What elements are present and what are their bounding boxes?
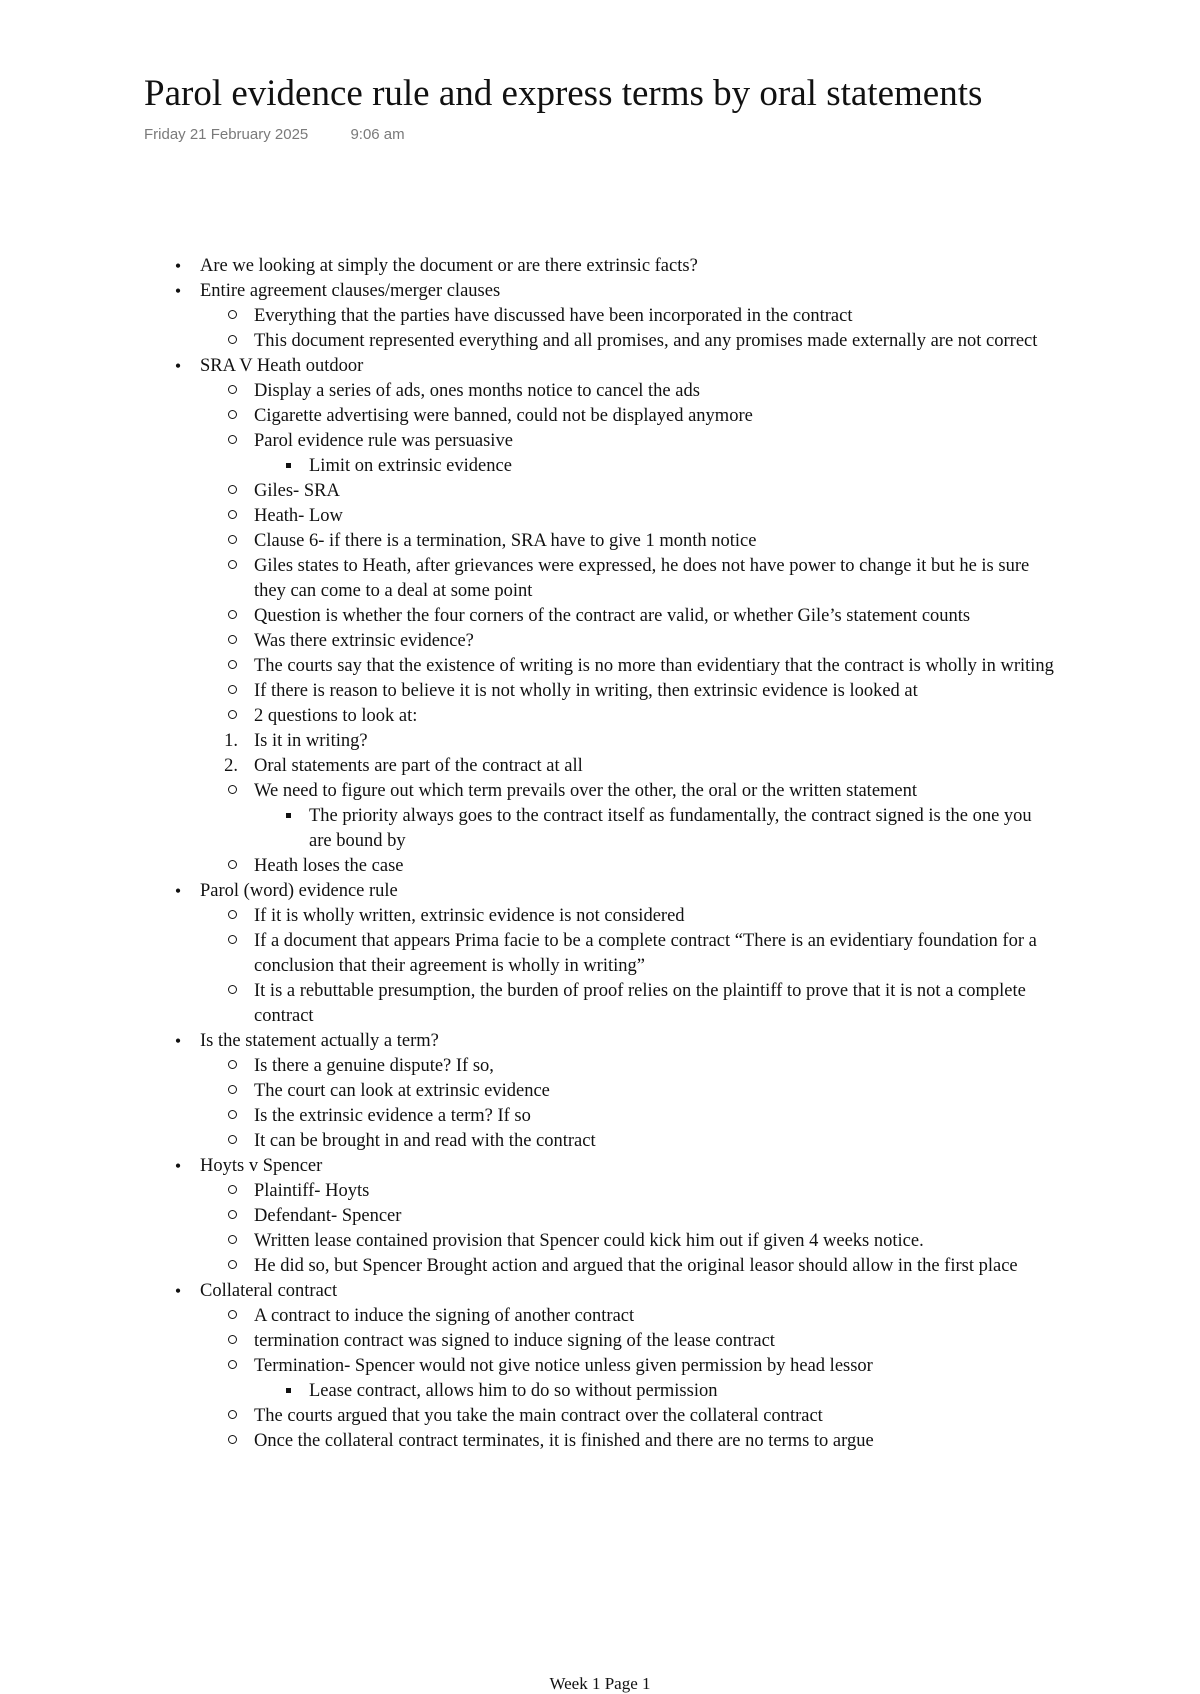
- list-item-text: This document represented everything and all promises, and any promises made externally are not correct: [254, 331, 1038, 351]
- disc-bullet-icon: [168, 1029, 188, 1055]
- list-item: [0, 729, 1200, 754]
- list-item-text: Is the extrinsic evidence a term? If so: [254, 1106, 531, 1126]
- circle-bullet-icon: [222, 1129, 242, 1154]
- page-title: Parol evidence rule and express terms by oral statements: [144, 73, 983, 114]
- list-item-text: Plaintiff- Hoyts: [254, 1181, 370, 1201]
- circle-bullet-icon: [222, 1304, 242, 1329]
- list-item-text: Once the collateral contract terminates, it is finished and there are no terms to argue: [254, 1431, 874, 1451]
- list-item-text: It is a rebuttable presumption, the burden of proof relies on the plaintiff to prove that it is not a complete contract: [254, 981, 1026, 1026]
- list-item-text: He did so, but Spencer Brought action and argued that the original leasor should allow in the first place: [254, 1256, 1018, 1276]
- circle-bullet-icon: [222, 904, 242, 929]
- list-item-text: Collateral contract: [200, 1281, 338, 1301]
- list-item-text: Defendant- Spencer: [254, 1206, 402, 1226]
- list-item: [0, 929, 1200, 979]
- list-item-text: The priority always goes to the contract itself as fundamentally, the contract signed is the one you are bound by: [309, 806, 1032, 851]
- list-item: [0, 1079, 1200, 1104]
- list-item: [0, 1154, 1200, 1179]
- list-item: [0, 604, 1200, 629]
- list-item-text: Entire agreement clauses/merger clauses: [200, 281, 501, 301]
- list-item-text: The courts argued that you take the main contract over the collateral contract: [254, 1406, 823, 1426]
- disc-bullet-icon: [168, 254, 188, 280]
- list-item: [0, 1229, 1200, 1254]
- circle-bullet-icon: [222, 779, 242, 804]
- list-item: [0, 979, 1200, 1029]
- notes-body: [0, 254, 1200, 1454]
- circle-bullet-icon: [222, 1054, 242, 1079]
- list-item: [0, 554, 1200, 604]
- list-item: [0, 329, 1200, 354]
- list-item-text: Is the statement actually a term?: [200, 1031, 439, 1051]
- page-date: Friday 21 February 2025: [144, 126, 309, 143]
- list-item: [0, 1254, 1200, 1279]
- list-item: [0, 479, 1200, 504]
- list-item: [0, 279, 1200, 304]
- circle-bullet-icon: [222, 504, 242, 529]
- circle-bullet-icon: [222, 404, 242, 429]
- circle-bullet-icon: [222, 654, 242, 679]
- list-item: [0, 1204, 1200, 1229]
- list-item: [0, 1179, 1200, 1204]
- list-item-text: Heath- Low: [254, 506, 343, 526]
- list-item-text: SRA V Heath outdoor: [200, 356, 364, 376]
- list-item-text: Parol (word) evidence rule: [200, 881, 398, 901]
- circle-bullet-icon: [222, 1354, 242, 1379]
- list-item-text: Giles- SRA: [254, 481, 340, 501]
- list-item: [0, 454, 1200, 479]
- list-item: [0, 1104, 1200, 1129]
- list-item: [0, 254, 1200, 279]
- list-item-text: Giles states to Heath, after grievances were expressed, he does not have power to change it but he is sure they can come to a deal at some point: [254, 556, 1030, 601]
- list-item: [0, 879, 1200, 904]
- list-item: [0, 779, 1200, 804]
- list-item-text: The court can look at extrinsic evidence: [254, 1081, 550, 1101]
- list-item: [0, 379, 1200, 404]
- page-footer: Week 1 Page 1: [549, 1674, 651, 1693]
- list-item: [0, 654, 1200, 679]
- list-item-text: Clause 6- if there is a termination, SRA have to give 1 month notice: [254, 531, 757, 551]
- list-item-text: We need to figure out which term prevails over the other, the oral or the written statement: [254, 781, 918, 801]
- disc-bullet-icon: [168, 354, 188, 380]
- circle-bullet-icon: [222, 629, 242, 654]
- list-number: 1.: [224, 731, 238, 751]
- circle-bullet-icon: [222, 1404, 242, 1429]
- circle-bullet-icon: [222, 479, 242, 504]
- list-item-text: termination contract was signed to induce signing of the lease contract: [254, 1331, 775, 1351]
- list-item: [0, 429, 1200, 454]
- list-item-text: Written lease contained provision that Spencer could kick him out if given 4 weeks notice.: [254, 1231, 924, 1251]
- square-bullet-icon: [278, 804, 298, 829]
- list-item-text: Heath loses the case: [254, 856, 404, 876]
- circle-bullet-icon: [222, 1104, 242, 1129]
- list-item-text: Limit on extrinsic evidence: [309, 456, 512, 476]
- list-item: [0, 1129, 1200, 1154]
- list-item: [0, 1404, 1200, 1429]
- circle-bullet-icon: [222, 979, 242, 1004]
- list-item-text: Display a series of ads, ones months notice to cancel the ads: [254, 381, 700, 401]
- disc-bullet-icon: [168, 279, 188, 305]
- circle-bullet-icon: [222, 1079, 242, 1104]
- list-item-text: If it is wholly written, extrinsic evidence is not considered: [254, 906, 685, 926]
- list-item: [0, 679, 1200, 704]
- circle-bullet-icon: [222, 329, 242, 354]
- disc-bullet-icon: [168, 879, 188, 905]
- list-item: [0, 504, 1200, 529]
- list-item: [0, 1054, 1200, 1079]
- list-item-text: Lease contract, allows him to do so without permission: [309, 1381, 718, 1401]
- list-item-text: Everything that the parties have discussed have been incorporated in the contract: [254, 306, 853, 326]
- circle-bullet-icon: [222, 1254, 242, 1279]
- circle-bullet-icon: [222, 554, 242, 579]
- list-item-text: Are we looking at simply the document or are there extrinsic facts?: [200, 256, 698, 276]
- list-item-text: Termination- Spencer would not give notice unless given permission by head lessor: [254, 1356, 873, 1376]
- list-item-text: Parol evidence rule was persuasive: [254, 431, 513, 451]
- list-number: 2.: [224, 756, 238, 776]
- circle-bullet-icon: [222, 1204, 242, 1229]
- circle-bullet-icon: [222, 1179, 242, 1204]
- circle-bullet-icon: [222, 1429, 242, 1454]
- list-item: [0, 1429, 1200, 1454]
- circle-bullet-icon: [222, 429, 242, 454]
- square-bullet-icon: [278, 1379, 298, 1404]
- list-item-text: It can be brought in and read with the contract: [254, 1131, 596, 1151]
- list-item-text: A contract to induce the signing of another contract: [254, 1306, 635, 1326]
- list-item: [0, 1329, 1200, 1354]
- circle-bullet-icon: [222, 529, 242, 554]
- list-item-text: Is it in writing?: [254, 731, 368, 751]
- list-item: [0, 1354, 1200, 1379]
- list-item: [0, 629, 1200, 654]
- disc-bullet-icon: [168, 1279, 188, 1305]
- circle-bullet-icon: [222, 1329, 242, 1354]
- page-timestamp: [144, 126, 405, 143]
- list-item: [0, 854, 1200, 879]
- circle-bullet-icon: [222, 1229, 242, 1254]
- disc-bullet-icon: [168, 1154, 188, 1180]
- list-item: [0, 754, 1200, 779]
- page-time: 9:06 am: [350, 126, 405, 143]
- list-item: [0, 1029, 1200, 1054]
- list-item: [0, 1279, 1200, 1304]
- list-item: [0, 1304, 1200, 1329]
- list-item-text: Cigarette advertising were banned, could not be displayed anymore: [254, 406, 753, 426]
- list-item: [0, 354, 1200, 379]
- circle-bullet-icon: [222, 379, 242, 404]
- circle-bullet-icon: [222, 854, 242, 879]
- list-item-text: 2 questions to look at:: [254, 706, 418, 726]
- list-item: [0, 404, 1200, 429]
- list-item-text: Was there extrinsic evidence?: [254, 631, 474, 651]
- circle-bullet-icon: [222, 304, 242, 329]
- list-item: [0, 804, 1200, 854]
- square-bullet-icon: [278, 454, 298, 479]
- list-item: [0, 529, 1200, 554]
- circle-bullet-icon: [222, 704, 242, 729]
- list-item: [0, 904, 1200, 929]
- list-item-text: The courts say that the existence of writing is no more than evidentiary that the contract is wholly in writing: [254, 656, 1054, 676]
- list-item: [0, 1379, 1200, 1404]
- circle-bullet-icon: [222, 679, 242, 704]
- circle-bullet-icon: [222, 604, 242, 629]
- list-item-text: Oral statements are part of the contract at all: [254, 756, 583, 776]
- list-item-text: Hoyts v Spencer: [200, 1156, 323, 1176]
- list-item-text: Is there a genuine dispute? If so,: [254, 1056, 494, 1076]
- list-item: [0, 304, 1200, 329]
- list-item-text: If a document that appears Prima facie to be a complete contract “There is an evidentiary foundation for a conclusion that their agreement is wholly in writing”: [254, 931, 1037, 976]
- circle-bullet-icon: [222, 929, 242, 954]
- list-item-text: If there is reason to believe it is not wholly in writing, then extrinsic evidence is looked at: [254, 681, 918, 701]
- list-item-text: Question is whether the four corners of the contract are valid, or whether Gile’s statement counts: [254, 606, 971, 626]
- list-item: [0, 704, 1200, 729]
